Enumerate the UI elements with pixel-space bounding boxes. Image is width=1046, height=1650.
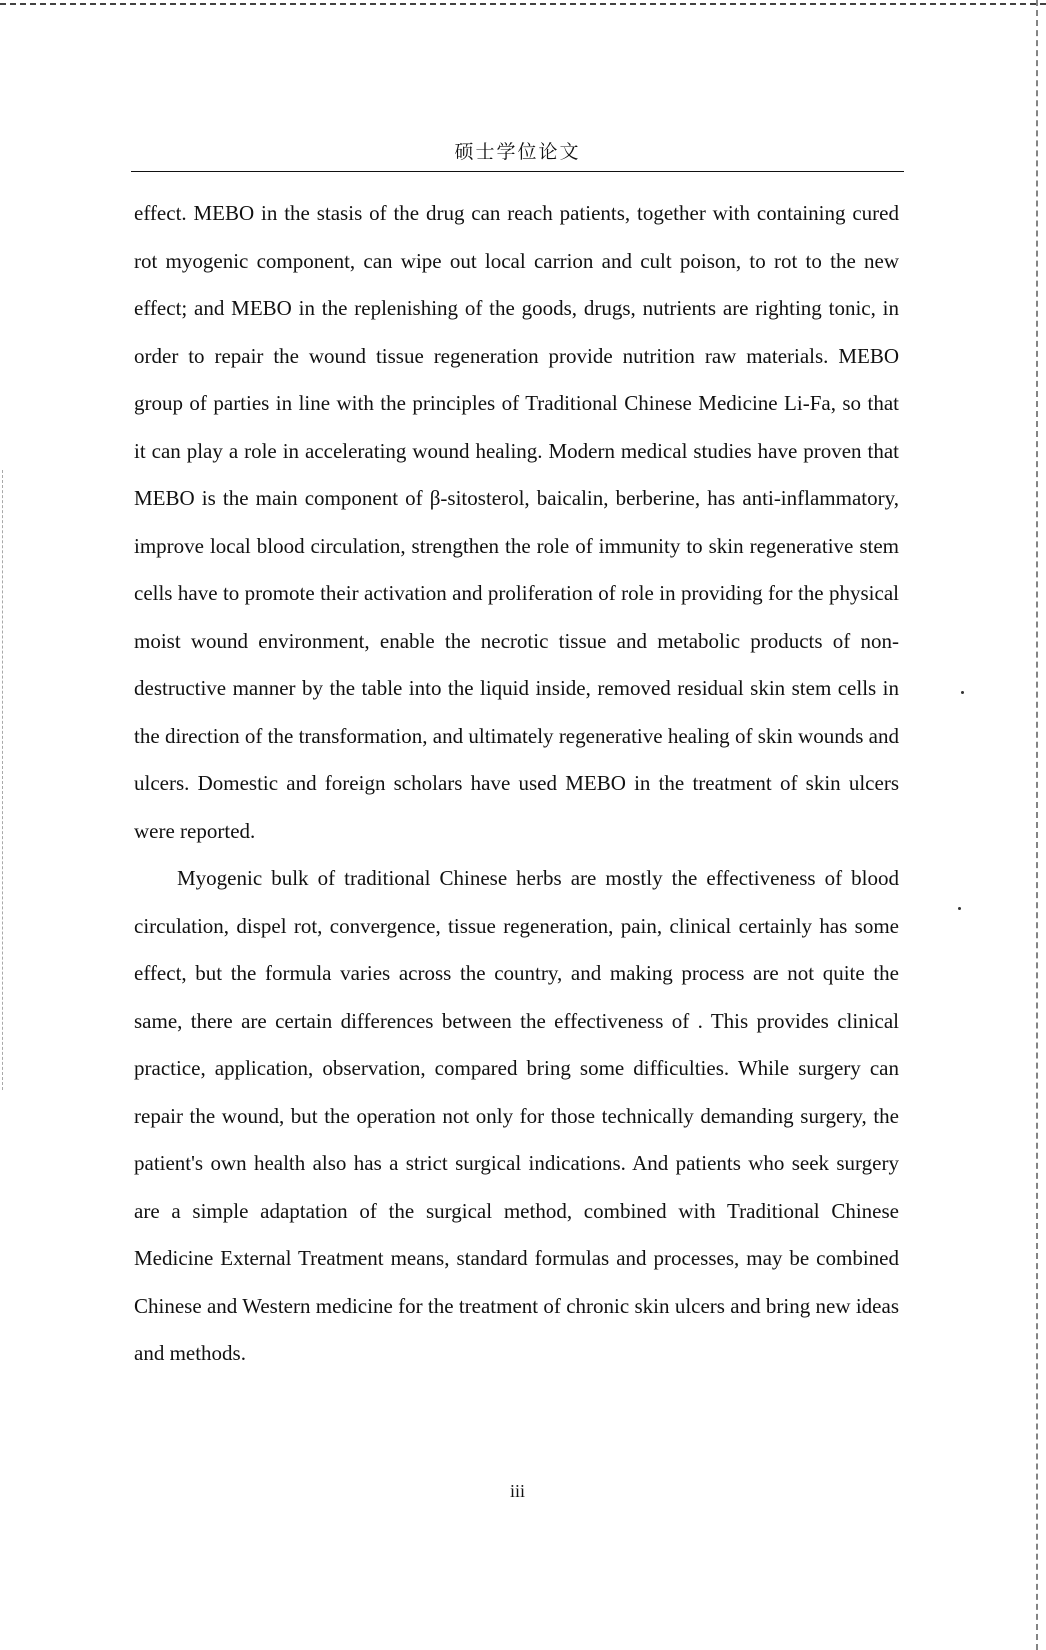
paragraph: effect. MEBO in the stasis of the drug can reach patients, together with containing cured rot myogenic component, can wipe out local carrion and cult poison, to rot to the new effect; and MEBO in the replenishing of the goods, drugs, nutrients are righting tonic, in order to repair the wound tissue regeneration provide nutrition raw materials. MEBO group of parties in line with the principles of Traditional Chinese Medicine Li-Fa, so that it can play a role in accelerating wound healing. Modern medical studies have proven that MEBO is the main component of β-sitosterol, baicalin, berberine, has anti-inflammatory, improve local blood circulation, strengthen the role of immunity to skin regenerative stem cells have to promote their activation and proliferation of role in providing for the physical moist wound environment, enable the necrotic tissue and metabolic products of non-destructive manner by the table into the liquid inside, removed residual skin stem cells in the direction of the transformation, and ultimately regenerative healing of skin wounds and ulcers. Domestic and foreign scholars have used MEBO in the treatment of skin ulcers were reported. [134,201,899,843]
scan-edge-top [0,3,1046,5]
scan-speck [958,907,961,910]
page-number: iii [509,1481,525,1501]
header-rule [131,171,904,172]
body-text [134,190,899,1378]
paragraph: Myogenic bulk of traditional Chinese herbs are mostly the effectiveness of blood circulation, dispel rot, convergence, tissue regeneration, pain, clinical certainly has some effect, but the formula varies across the country, and making process are not quite the same, there are certain differences between the effectiveness of . This provides clinical practice, application, observation, compared bring some difficulties. While surgery can repair the wound, but the operation not only for those technically demanding surgery, the patient's own health also has a strict surgical indications. And patients who seek surgery are a simple adaptation of the surgical method, combined with Traditional Chinese Medicine External Treatment means, standard formulas and processes, may be combined Chinese and Western medicine for the treatment of chronic skin ulcers and bring new ideas and methods. [134,866,899,1365]
scan-edge-left [2,470,3,1090]
scan-edge-right [1036,0,1038,1650]
page-header: 硕士学位论文 [454,141,581,163]
scan-speck [961,691,964,694]
